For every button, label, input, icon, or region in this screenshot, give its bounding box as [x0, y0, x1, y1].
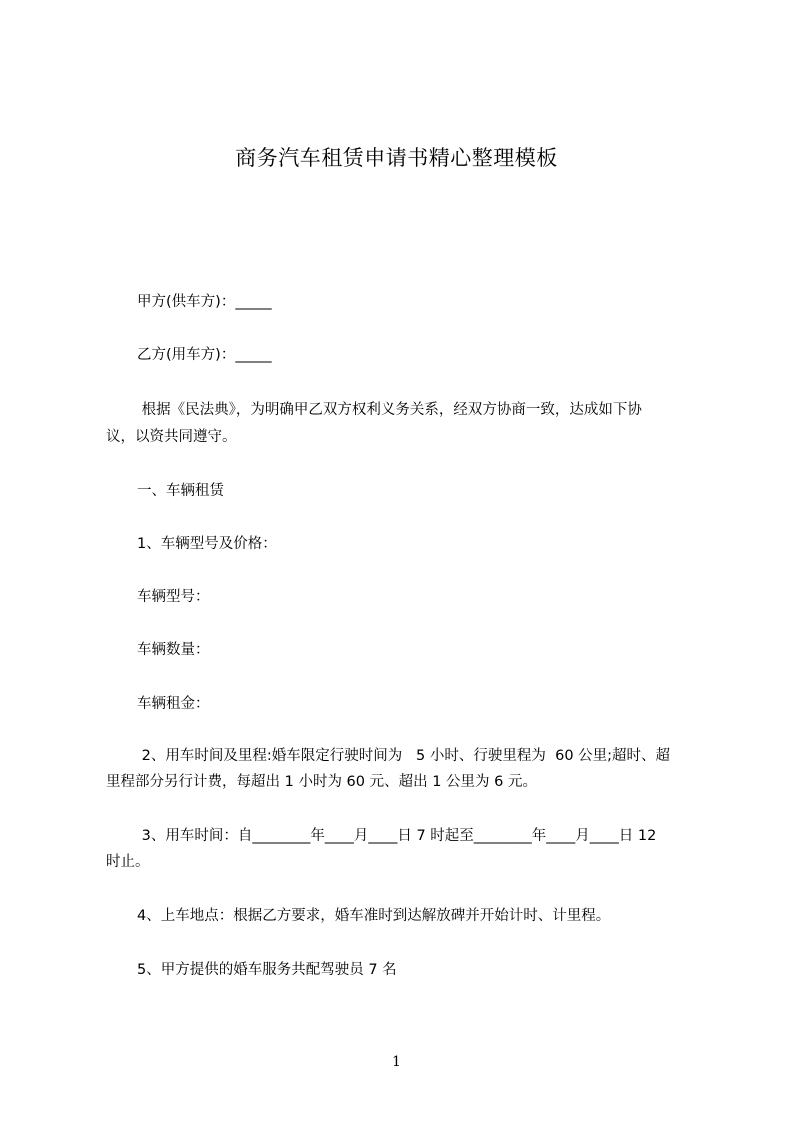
document-title: 商务汽车租赁申请书精心整理模板	[235, 146, 558, 170]
clause-5-line: 5、甲方提供的婚车服务共配驾驶员 7 名	[137, 962, 397, 978]
clause-3-line-2: 时止。	[106, 854, 150, 870]
clause-4-line: 4、上车地点：根据乙方要求，婚车准时到达解放碑并开始计时、计里程。	[137, 908, 611, 924]
clause-2-line-2: 里程部分另行计费，每超出 1 小时为 60 元、超出 1 公里为 6 元。	[106, 774, 537, 790]
clause-2-line-1: 2、用车时间及里程:婚车限定行驶时间为 5 小时、行驶里程为 60 公里;超时、超	[137, 748, 671, 764]
vehicle-model-line: 车辆型号：	[137, 589, 210, 605]
preamble-line-2: 议，以资共同遵守。	[106, 429, 237, 445]
party-b-line: 乙方(用车方)：_____	[137, 347, 272, 363]
party-a-line: 甲方(供车方)：_____	[137, 294, 272, 310]
clause-1-heading: 1、车辆型号及价格：	[137, 536, 277, 552]
vehicle-count-line: 车辆数量：	[137, 642, 210, 658]
preamble-line-1: 根据《民法典》，为明确甲乙双方权利义务关系，经双方协商一致，达成如下协	[137, 402, 642, 418]
section-heading: 一、车辆租赁	[137, 483, 224, 499]
clause-3-line-1: 3、用车时间：自________年____月____日 7 时起至________年____月____日 12	[137, 828, 657, 844]
vehicle-rent-line: 车辆租金：	[137, 696, 210, 712]
page-number: 1	[392, 1054, 401, 1070]
